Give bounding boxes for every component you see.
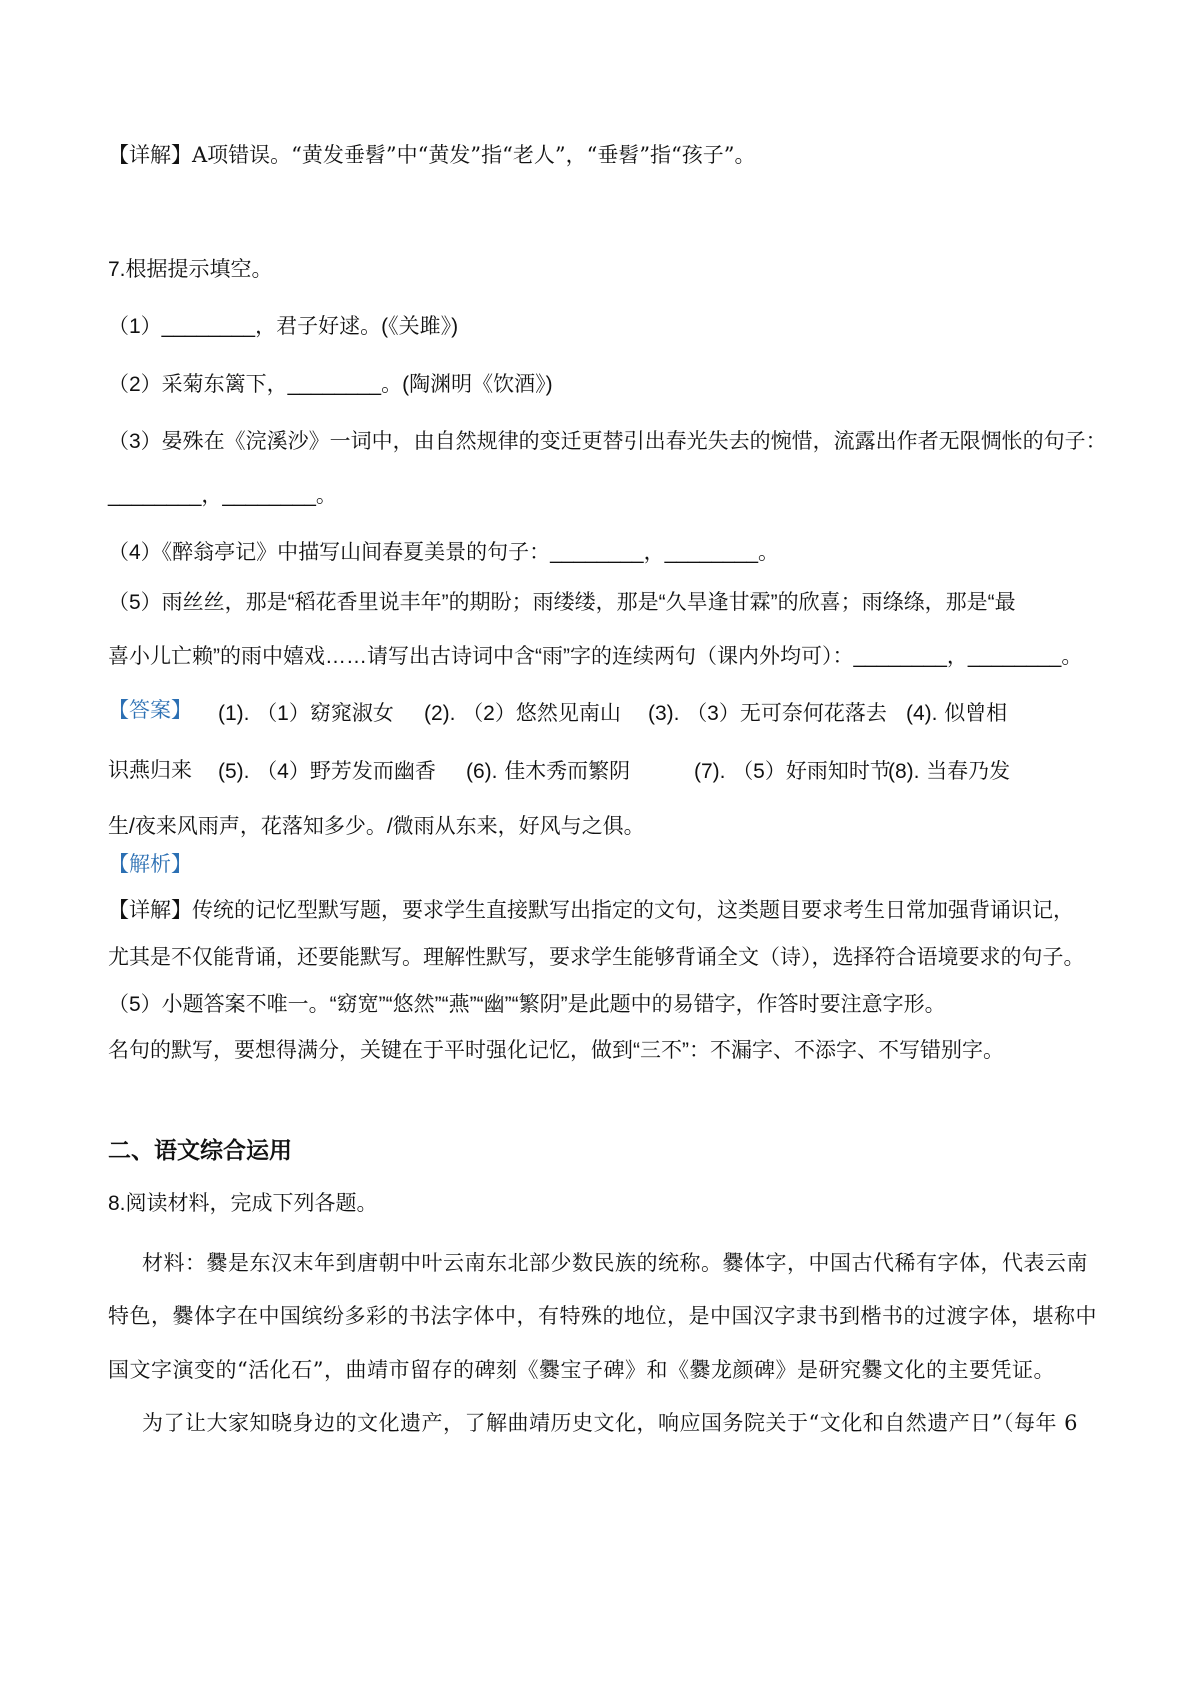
answer-label: 【答案】 <box>108 699 192 722</box>
q7-title: 7.根据提示填空。 <box>108 258 273 281</box>
section-heading: 二、语文综合运用 <box>108 1138 292 1164</box>
answer-item-6 <box>466 757 630 786</box>
answer-item-7 <box>694 757 891 786</box>
answer-item-3 <box>648 699 887 728</box>
answer-text: （1）窈窕淑女 <box>256 702 394 725</box>
answer-number: (5). <box>218 760 250 783</box>
answer-text: （3）无可奈何花落去 <box>686 702 887 725</box>
q6-detail: 【详解】A项错误。“黄发垂髫”中“黄发”指“老人”，“垂髫”指“孩子”。 <box>108 143 756 167</box>
answer-item-5 <box>218 757 436 786</box>
analysis-line-3: （5）小题答案不唯一。“窈宽”“悠然”“燕”“幽”“繁阴”是此题中的易错字，作答时要注意字形。 <box>108 993 946 1016</box>
q7-item-3-blanks: ________，________。 <box>108 484 337 507</box>
q8-title: 8.阅读材料，完成下列各题。 <box>108 1192 378 1215</box>
q8-material-line-1: 材料：爨是东汉末年到唐朝中叶云南东北部少数民族的统称。爨体字，中国古代稀有字体，代表云南 <box>142 1251 1088 1275</box>
answer-text: 似曾相 <box>944 702 1008 725</box>
answer-text: 佳木秀而繁阴 <box>504 760 631 783</box>
q7-item-1: （1）________，君子好逑。(《关雎》) <box>108 315 459 338</box>
answer-item-8-cont: 生/夜来风雨声，花落知多少。/微雨从东来，好风与之俱。 <box>108 815 645 838</box>
answer-item-2 <box>424 699 621 728</box>
answer-number: (1). <box>218 702 250 725</box>
q7-item-5-line1: （5）雨丝丝，那是“稻花香里说丰年”的期盼；雨缕缕，那是“久旱逢甘霖”的欣喜；雨绦绦，那是“最 <box>108 591 1016 614</box>
answer-number: (3). <box>648 702 680 725</box>
q7-item-5-line2: 喜小儿亡赖”的雨中嬉戏……请写出古诗词中含“雨”字的连续两句（课内外均可）：________，________。 <box>108 645 1083 668</box>
answer-number: (4). <box>906 702 938 725</box>
answer-text: （5）好雨知时节 <box>732 760 891 783</box>
answer-text: （4）野芳发而幽香 <box>256 760 436 783</box>
answer-item-1 <box>218 699 394 728</box>
q7-item-3: （3）晏殊在《浣溪沙》一词中，由自然规律的变迁更替引出春光失去的惋惜，流露出作者无限惆怅的句子： <box>108 430 1107 453</box>
analysis-line-2: 尤其是不仅能背诵，还要能默写。理解性默写，要求学生能够背诵全文（诗），选择符合语境要求的句子。 <box>108 946 1085 969</box>
answer-item-4 <box>906 699 1007 728</box>
q7-item-2: （2）采菊东篱下，________。(陶渊明《饮酒》) <box>108 373 553 396</box>
q7-item-4: （4）《醉翁亭记》中描写山间春夏美景的句子：________，________。 <box>108 541 780 564</box>
answer-item-4-cont: 识燕归来 <box>108 759 192 782</box>
answer-number: (6). <box>466 760 498 783</box>
analysis-line-4: 名句的默写，要想得满分，关键在于平时强化记忆，做到“三不”：不漏字、不添字、不写错别字。 <box>108 1039 1004 1062</box>
answer-number: (7). <box>694 760 726 783</box>
answer-item-8 <box>888 757 1010 786</box>
answer-text: 当春乃发 <box>926 760 1011 783</box>
analysis-line-1: 【详解】传统的记忆型默写题，要求学生直接默写出指定的文句，这类题目要求考生日常加强背诵识记， <box>108 899 1074 922</box>
q8-material-line-4: 为了让大家知晓身边的文化遗产，了解曲靖历史文化，响应国务院关于“文化和自然遗产日”（每年 6 <box>142 1411 1079 1435</box>
answer-number: (8). <box>888 760 920 783</box>
q8-material-line-3: 国文字演变的“活化石”，曲靖市留存的碑刻《爨宝子碑》和《爨龙颜碑》是研究爨文化的主要凭证。 <box>108 1358 1055 1382</box>
answer-text: （2）悠然见南山 <box>462 702 621 725</box>
analysis-label: 【解析】 <box>108 853 192 876</box>
q8-material-line-2: 特色，爨体字在中国缤纷多彩的书法字体中，有特殊的地位，是中国汉字隶书到楷书的过渡字体，堪称中 <box>108 1304 1097 1328</box>
answer-number: (2). <box>424 702 456 725</box>
